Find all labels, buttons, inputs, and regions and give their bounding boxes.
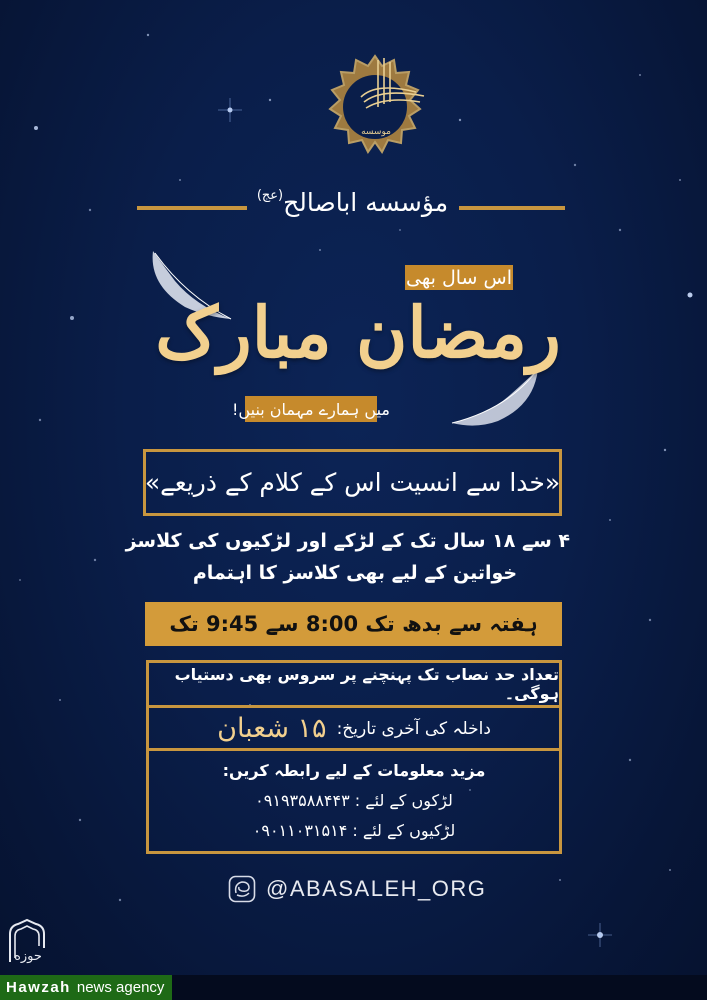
description-line-1: ۴ سے ۱۸ سال تک کے لڑکے اور لڑکیوں کی کلاسز xyxy=(125,530,570,552)
footer-watermark xyxy=(0,975,172,1000)
footer-suffix: news agency xyxy=(76,979,165,996)
description-line-2: خواتین کے لیے بھی کلاسز کا اہتمام xyxy=(192,562,518,584)
quote-box xyxy=(143,449,562,516)
organization-honorific: (عج) xyxy=(256,188,284,203)
hawzah-logo xyxy=(6,918,48,968)
eitaa-icon xyxy=(228,875,256,903)
svg-text:موسسه: موسسه xyxy=(361,127,391,137)
social-handle: @ABASALEH_ORG xyxy=(266,876,487,901)
abasaleh-logo xyxy=(316,52,434,170)
schedule-bar xyxy=(145,602,562,646)
info-table xyxy=(146,660,562,854)
quote-text: «خدا سے انسیت اس کے کلام کے ذریعے» xyxy=(144,468,561,497)
deadline-row xyxy=(149,708,559,751)
hero-tag-top: اس سال بھی xyxy=(406,266,512,289)
organization-title xyxy=(230,188,475,217)
organization-name: مؤسسه اباصالح xyxy=(283,188,449,217)
hero-tag-bottom: میں ہمارے مہمان بنیں! xyxy=(245,396,377,422)
contact-heading: مزید معلومات کے لیے رابطہ کریں: xyxy=(222,761,486,780)
contact-girls-label: لڑکیوں کے لئے : xyxy=(352,821,456,840)
contact-boys-label: لڑکوں کے لئے : xyxy=(354,791,453,810)
service-note-row xyxy=(149,663,559,708)
contact-girls xyxy=(253,816,456,846)
contact-row xyxy=(149,751,559,851)
social-handle-link[interactable] xyxy=(228,872,488,906)
svg-text:حوزه: حوزه xyxy=(14,949,42,964)
contact-boys xyxy=(255,786,453,816)
hero-title: رمضان مبارک xyxy=(155,291,561,374)
schedule-text: ہفتہ سے بدھ تک 8:00 سے 9:45 تک xyxy=(169,612,538,636)
contact-girls-phone[interactable]: ۰۹۰۱۱۰۳۱۵۱۴ xyxy=(252,821,348,840)
service-note: تعداد حد نصاب تک پہنچنے پر سروس بھی دستیاب ہوگی۔ xyxy=(174,665,559,703)
deadline-label: داخلہ کی آخری تاریخ: xyxy=(336,718,491,739)
footer-brand: Hawzah xyxy=(6,979,71,996)
contact-boys-phone[interactable]: ۰۹۱۹۳۵۸۸۴۴۳ xyxy=(255,791,350,810)
deadline-value: ۱۵ شعبان xyxy=(217,712,327,744)
